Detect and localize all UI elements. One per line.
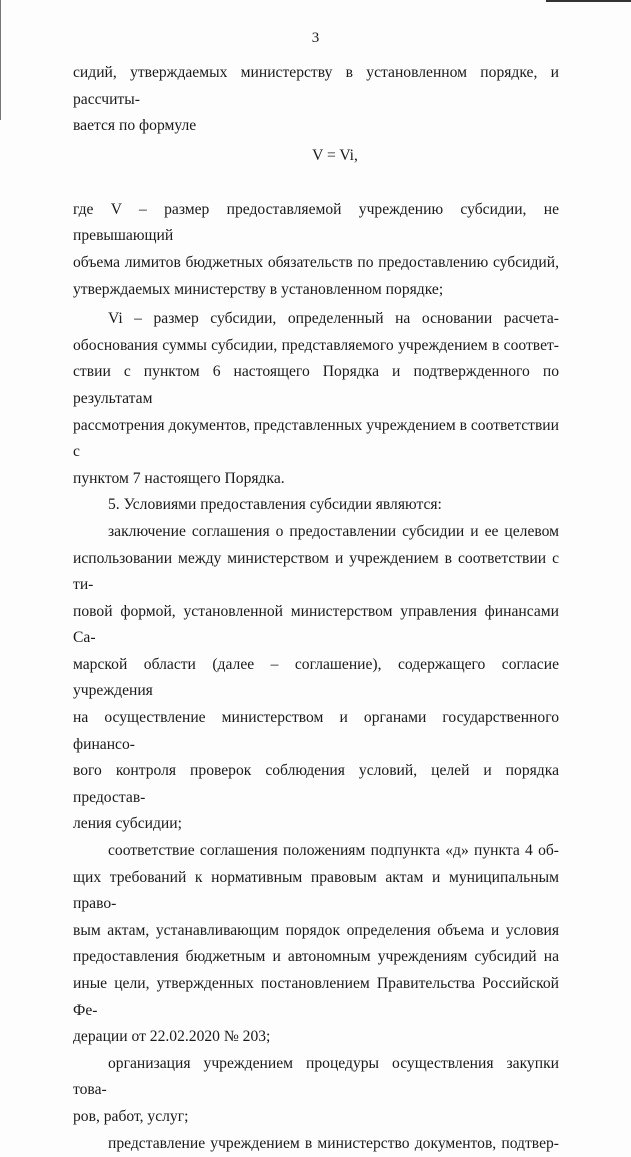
text-line: ров, работ, услуг; bbox=[73, 1107, 189, 1125]
text-line: Vi – размер субсидии, определенный на основании расчета- bbox=[108, 310, 559, 328]
scan-edge-mark-top bbox=[546, 0, 631, 2]
text-line: соответствие соглашения положениям подпункта «д» пункта 4 об- bbox=[108, 842, 559, 860]
text-line: предоставления бюджетным и автономным учреждениям субсидий на bbox=[73, 948, 559, 966]
text-line: щих требований к нормативным правовым актам и муниципальным право- bbox=[73, 868, 559, 913]
clause-5-item-agreement bbox=[73, 519, 559, 838]
clause-5-item-compliance bbox=[73, 838, 559, 1051]
text-line: вается по формуле bbox=[73, 117, 197, 135]
text-line: ствии с пунктом 6 настоящего Порядка и подтвержденного по результатам bbox=[73, 363, 559, 407]
text-line: вым актам, устанавливающим порядок определения объема и условия bbox=[73, 921, 559, 939]
document-body bbox=[73, 60, 559, 1157]
text-line: использовании между министерством и учреждением в соответствии с ти- bbox=[73, 549, 559, 594]
text-line: дерации от 22.02.2020 № 203; bbox=[73, 1028, 271, 1046]
page-number: 3 bbox=[311, 30, 320, 46]
text-line: рассмотрения документов, представленных учреждением в соответствии с bbox=[73, 416, 559, 461]
text-line: вого контроля проверок соблюдения условий, целей и порядка предостав- bbox=[73, 762, 559, 806]
intro-paragraph bbox=[73, 60, 559, 140]
text-line: ления субсидии; bbox=[73, 815, 182, 833]
scan-edge-mark-left bbox=[0, 0, 1, 120]
text-line: иные цели, утвержденных постановлением Правительства Российской Фе- bbox=[73, 975, 559, 1019]
text-line: на осуществление министерством и органами государственного финансо- bbox=[73, 709, 559, 753]
text-line: представление учреждением в министерство документов, подтвер- bbox=[108, 1134, 559, 1152]
clause-5-item-documents bbox=[73, 1131, 559, 1157]
text-line: сидий, утверждаемых министерству в установленном порядке, и рассчиты- bbox=[73, 64, 559, 108]
clause-5-heading: 5. Условиями предоставления субсидии являются: bbox=[108, 496, 442, 514]
text-line: пунктом 7 настоящего Порядка. bbox=[73, 469, 285, 487]
definition-vi bbox=[73, 306, 559, 492]
text-line: марской области (далее – соглашение), содержащего согласие учреждения bbox=[73, 655, 559, 700]
text-line: обоснования суммы субсидии, представляемого учреждением в соответ- bbox=[73, 336, 559, 354]
text-line: объема лимитов бюджетных обязательств по предоставлению субсидий, bbox=[73, 253, 559, 271]
text-line: повой формой, установленной министерством управления финансами Са- bbox=[73, 602, 559, 647]
text-line: заключение соглашения о предоставлении субсидии и ее целевом bbox=[108, 522, 559, 540]
definition-v bbox=[73, 197, 559, 303]
text-line: утверждаемых министерству в установленном порядке; bbox=[73, 280, 444, 298]
formula: V = Vi, bbox=[312, 146, 358, 164]
clause-5-item-procurement bbox=[73, 1051, 559, 1131]
text-line: организация учреждением процедуры осуществления закупки това- bbox=[73, 1054, 559, 1099]
text-line: где V – размер предоставляемой учреждению субсидии, не превышающий bbox=[73, 200, 559, 245]
